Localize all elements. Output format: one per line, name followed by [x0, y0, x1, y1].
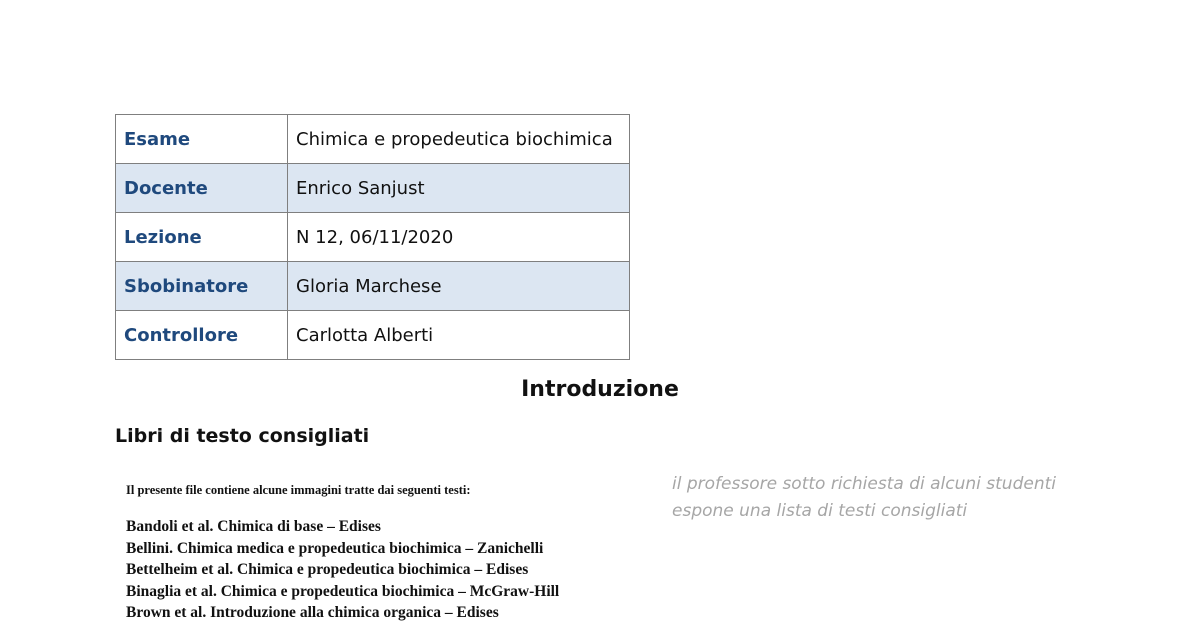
list-item: Brown et al. Introduzione alla chimica organica – Edises — [126, 604, 499, 621]
textbook-list-image — [126, 483, 646, 624]
table-row — [116, 213, 630, 262]
exam-label: Esame — [116, 115, 288, 164]
side-note-line: il professore sotto richiesta di alcuni studenti — [672, 474, 1056, 494]
lesson-value: N 12, 06/11/2020 — [288, 213, 630, 262]
table-row — [116, 164, 630, 213]
table-row — [116, 311, 630, 360]
lesson-label: Lezione — [116, 213, 288, 262]
side-note-line: espone una lista di testi consigliati — [672, 501, 968, 521]
textbook-list — [126, 516, 646, 624]
side-note — [672, 471, 1092, 525]
subheading: Libri di testo consigliati — [115, 425, 370, 447]
textbook-list-intro: Il presente file contiene alcune immagini tratte dai seguenti testi: — [126, 483, 471, 497]
transcriber-value: Gloria Marchese — [288, 262, 630, 311]
reviewer-value: Carlotta Alberti — [288, 311, 630, 360]
transcriber-label: Sbobinatore — [116, 262, 288, 311]
teacher-label: Docente — [116, 164, 288, 213]
teacher-value: Enrico Sanjust — [288, 164, 630, 213]
list-item: Bellini. Chimica medica e propedeutica biochimica – Zanichelli — [126, 539, 544, 557]
table-row — [116, 262, 630, 311]
table-row — [116, 115, 630, 164]
reviewer-label: Controllore — [116, 311, 288, 360]
exam-value: Chimica e propedeutica biochimica — [288, 115, 630, 164]
lecture-info-table — [115, 114, 630, 360]
section-title: Introduzione — [521, 377, 679, 402]
list-item: Binaglia et al. Chimica e propedeutica biochimica – McGraw-Hill — [126, 582, 560, 600]
list-item: Bandoli et al. Chimica di base – Edises — [126, 518, 381, 535]
list-item: Bettelheim et al. Chimica e propedeutica biochimica – Edises — [126, 561, 529, 578]
